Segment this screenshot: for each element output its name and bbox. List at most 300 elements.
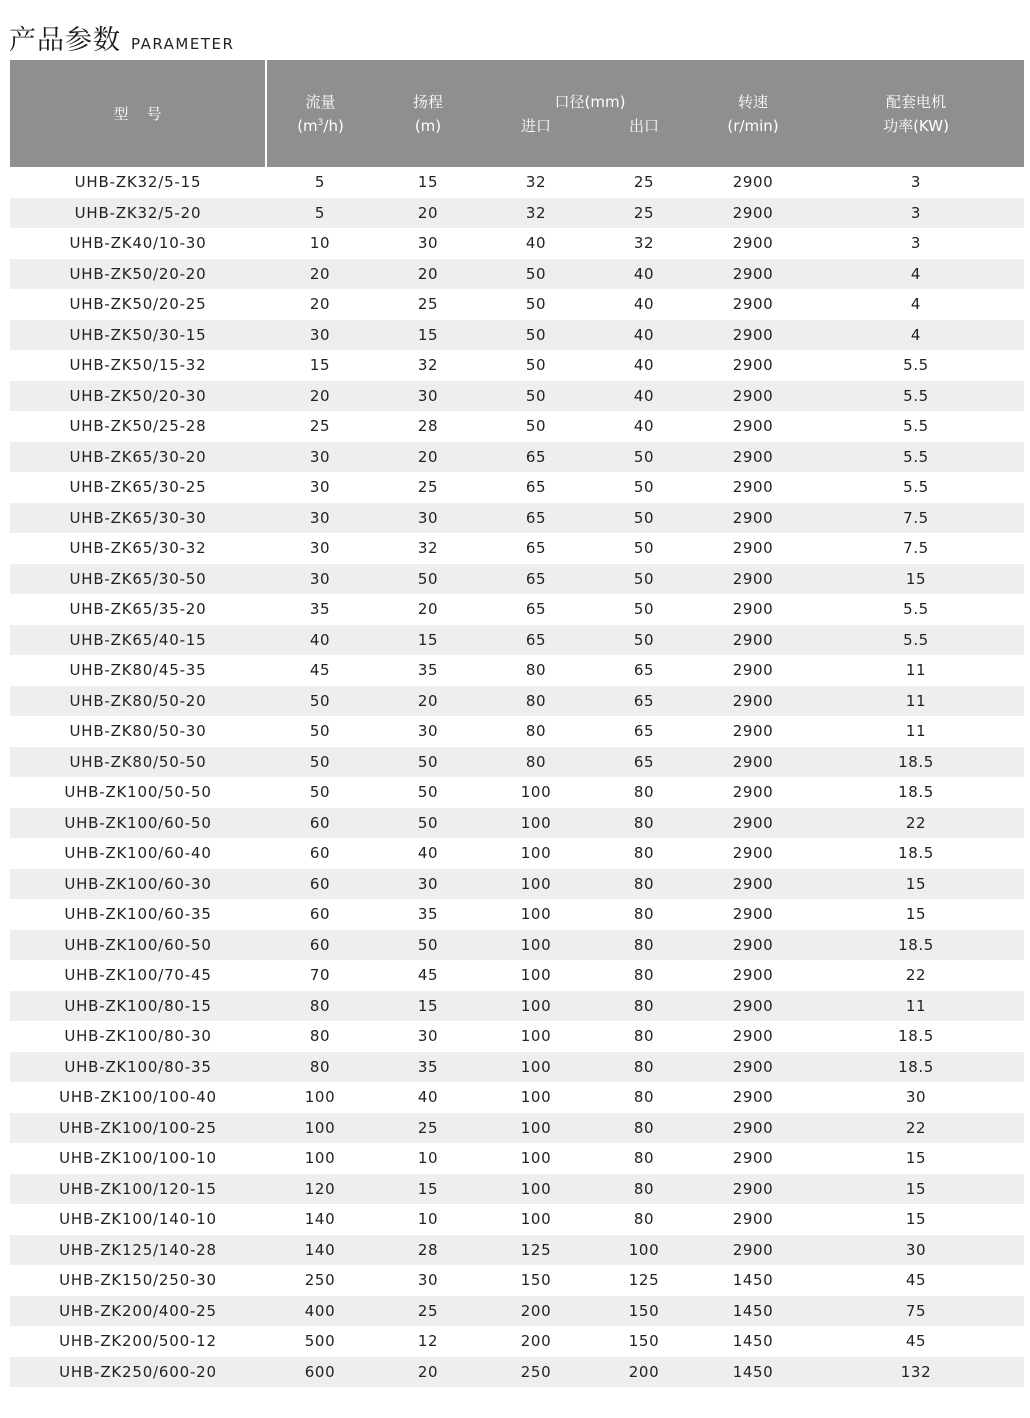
table-row [10, 777, 1024, 808]
cell-head: 45 [417, 966, 439, 985]
cell-speed: 2900 [732, 173, 774, 192]
table-row [10, 1113, 1024, 1144]
cell-flow: 400 [266, 1296, 374, 1327]
cell-model: UHB-ZK100/120-15 [10, 1174, 266, 1205]
cell-power: 15 [808, 869, 1024, 900]
table-row [10, 1204, 1024, 1235]
cell-outlet: 80 [633, 783, 655, 802]
cell-model: UHB-ZK80/45-35 [69, 661, 207, 680]
cell-head: 15 [374, 625, 482, 656]
cell-flow: 20 [309, 295, 331, 314]
cell-power: 18.5 [808, 930, 1024, 961]
cell-inlet: 100 [482, 991, 590, 1022]
cell-model: UHB-ZK40/10-30 [69, 234, 207, 253]
cell-outlet: 125 [628, 1271, 660, 1290]
cell-flow: 600 [266, 1357, 374, 1388]
cell-head: 20 [374, 198, 482, 229]
cell-inlet: 100 [482, 930, 590, 961]
cell-inlet: 200 [482, 1296, 590, 1327]
cell-model: UHB-ZK32/5-20 [10, 198, 266, 229]
cell-outlet: 65 [633, 722, 655, 741]
cell-flow: 100 [266, 1113, 374, 1144]
table-row [10, 1357, 1024, 1388]
cell-model: UHB-ZK80/50-30 [69, 722, 207, 741]
cell-head: 20 [374, 259, 482, 290]
cell-flow: 50 [266, 747, 374, 778]
table-row [10, 1235, 1024, 1266]
cell-head: 32 [417, 356, 439, 375]
cell-inlet: 65 [482, 625, 590, 656]
cell-outlet: 200 [590, 1357, 698, 1388]
cell-power: 18.5 [898, 1027, 934, 1046]
cell-model: UHB-ZK80/50-50 [10, 747, 266, 778]
cell-model: UHB-ZK150/250-30 [59, 1271, 217, 1290]
cell-power: 30 [905, 1088, 927, 1107]
cell-inlet: 100 [520, 844, 552, 863]
header-speed-unit: (r/min) [727, 116, 779, 135]
cell-power: 18.5 [898, 844, 934, 863]
table-row [10, 259, 1024, 290]
cell-power: 18.5 [808, 747, 1024, 778]
cell-speed: 2900 [698, 442, 808, 473]
cell-inlet: 100 [520, 1027, 552, 1046]
cell-speed: 2900 [732, 905, 774, 924]
table-row [10, 198, 1024, 229]
cell-power: 11 [808, 686, 1024, 717]
cell-power: 18.5 [808, 1052, 1024, 1083]
cell-power: 45 [905, 1332, 927, 1351]
cell-outlet: 150 [590, 1296, 698, 1327]
cell-head: 35 [417, 661, 439, 680]
cell-flow: 140 [304, 1210, 336, 1229]
cell-outlet: 80 [633, 844, 655, 863]
cell-head: 30 [374, 381, 482, 412]
cell-model: UHB-ZK32/5-15 [74, 173, 202, 192]
header-model: 型号 [10, 60, 266, 167]
cell-model: UHB-ZK100/70-45 [64, 966, 212, 985]
cell-inlet: 100 [482, 869, 590, 900]
cell-outlet: 80 [590, 869, 698, 900]
cell-flow: 250 [304, 1271, 336, 1290]
cell-power: 3 [808, 198, 1024, 229]
cell-outlet: 80 [633, 905, 655, 924]
cell-model: UHB-ZK50/20-30 [10, 381, 266, 412]
cell-flow: 80 [309, 1027, 331, 1046]
cell-outlet: 80 [590, 1174, 698, 1205]
cell-outlet: 50 [590, 442, 698, 473]
cell-speed: 2900 [732, 966, 774, 985]
cell-flow: 60 [266, 808, 374, 839]
table-row [10, 564, 1024, 595]
cell-model: UHB-ZK200/500-12 [59, 1332, 217, 1351]
cell-speed: 2900 [698, 686, 808, 717]
table-row [10, 960, 1024, 991]
table-row [10, 533, 1024, 564]
header-port: 口径(mm) [482, 60, 698, 114]
cell-flow: 50 [309, 722, 331, 741]
cell-power: 15 [808, 564, 1024, 595]
cell-inlet: 100 [520, 966, 552, 985]
header-power-label: 配套电机 [885, 92, 946, 111]
cell-power: 15 [905, 1149, 927, 1168]
table-row [10, 686, 1024, 717]
cell-speed: 2900 [698, 991, 808, 1022]
cell-model: UHB-ZK125/140-28 [10, 1235, 266, 1266]
table-row [10, 1174, 1024, 1205]
table-row [10, 899, 1024, 930]
cell-outlet: 80 [590, 1052, 698, 1083]
cell-model: UHB-ZK100/60-30 [10, 869, 266, 900]
cell-power: 3 [910, 234, 922, 253]
header-head [374, 60, 482, 167]
cell-inlet: 65 [482, 442, 590, 473]
cell-flow: 60 [266, 869, 374, 900]
cell-outlet: 80 [633, 1149, 655, 1168]
cell-model: UHB-ZK65/30-20 [10, 442, 266, 473]
header-flow-unit [267, 114, 374, 138]
cell-speed: 2900 [698, 930, 808, 961]
cell-flow: 20 [266, 259, 374, 290]
cell-head: 50 [374, 747, 482, 778]
table-row [10, 1021, 1024, 1052]
cell-speed: 2900 [698, 747, 808, 778]
cell-power: 15 [905, 905, 927, 924]
cell-flow: 50 [266, 686, 374, 717]
table-row [10, 594, 1024, 625]
cell-flow: 25 [309, 417, 331, 436]
cell-inlet: 50 [525, 417, 547, 436]
cell-inlet: 65 [482, 564, 590, 595]
table-row [10, 381, 1024, 412]
cell-outlet: 80 [633, 1027, 655, 1046]
cell-outlet: 65 [590, 686, 698, 717]
cell-outlet: 25 [633, 173, 655, 192]
cell-head: 20 [374, 1357, 482, 1388]
cell-head: 40 [417, 1088, 439, 1107]
cell-outlet: 100 [590, 1235, 698, 1266]
cell-speed: 2900 [698, 259, 808, 290]
cell-speed: 2900 [732, 295, 774, 314]
cell-head: 50 [374, 564, 482, 595]
cell-speed: 2900 [698, 808, 808, 839]
cell-outlet: 40 [633, 417, 655, 436]
cell-flow: 30 [266, 320, 374, 351]
cell-speed: 2900 [698, 1052, 808, 1083]
cell-model: UHB-ZK100/50-50 [64, 783, 212, 802]
cell-inlet: 100 [520, 905, 552, 924]
cell-power: 22 [808, 808, 1024, 839]
cell-speed: 2900 [732, 478, 774, 497]
cell-model: UHB-ZK50/25-28 [69, 417, 207, 436]
cell-model: UHB-ZK100/80-35 [10, 1052, 266, 1083]
cell-speed: 2900 [698, 564, 808, 595]
header-head-label: 扬程 [412, 92, 443, 111]
cell-speed: 2900 [698, 198, 808, 229]
cell-head: 10 [417, 1149, 439, 1168]
cell-power: 11 [905, 722, 927, 741]
header-outlet: 出口 [590, 114, 698, 167]
cell-speed: 1450 [698, 1296, 808, 1327]
table-row [10, 838, 1024, 869]
cell-inlet: 32 [482, 198, 590, 229]
cell-speed: 2900 [698, 1174, 808, 1205]
table-row [10, 442, 1024, 473]
cell-head: 35 [417, 905, 439, 924]
header-inlet: 进口 [482, 114, 590, 167]
cell-inlet: 125 [482, 1235, 590, 1266]
header-head-unit: (m) [414, 116, 442, 135]
cell-model: UHB-ZK100/100-25 [10, 1113, 266, 1144]
cell-flow: 30 [309, 478, 331, 497]
cell-head: 12 [417, 1332, 439, 1351]
cell-power: 5.5 [808, 625, 1024, 656]
cell-outlet: 80 [633, 966, 655, 985]
cell-flow: 60 [309, 905, 331, 924]
table-row [10, 1082, 1024, 1113]
table-row [10, 1052, 1024, 1083]
cell-outlet: 50 [633, 478, 655, 497]
cell-power: 5.5 [808, 381, 1024, 412]
table-row [10, 716, 1024, 747]
cell-head: 50 [417, 783, 439, 802]
cell-model: UHB-ZK100/80-30 [64, 1027, 212, 1046]
cell-inlet: 100 [520, 1210, 552, 1229]
header-flow [266, 60, 374, 167]
cell-outlet: 65 [633, 661, 655, 680]
table-row [10, 991, 1024, 1022]
cell-flow: 5 [266, 198, 374, 229]
cell-speed: 2900 [698, 1235, 808, 1266]
cell-speed: 2900 [698, 869, 808, 900]
table-row [10, 1326, 1024, 1357]
cell-flow: 500 [304, 1332, 336, 1351]
cell-speed: 2900 [698, 1113, 808, 1144]
flow-unit-prefix: (m [297, 116, 318, 135]
title-english: PARAMETER [131, 35, 235, 53]
cell-head: 20 [374, 686, 482, 717]
cell-power: 30 [808, 1235, 1024, 1266]
cell-speed: 2900 [732, 600, 774, 619]
cell-outlet: 50 [590, 503, 698, 534]
cell-head: 30 [374, 869, 482, 900]
flow-unit-suffix: /h) [323, 116, 344, 135]
cell-head: 25 [374, 1296, 482, 1327]
cell-inlet: 65 [482, 503, 590, 534]
cell-power: 18.5 [898, 783, 934, 802]
table-row [10, 1296, 1024, 1327]
cell-speed: 2900 [732, 722, 774, 741]
cell-speed: 1450 [732, 1332, 774, 1351]
cell-model: UHB-ZK100/60-35 [64, 905, 212, 924]
cell-speed: 2900 [698, 381, 808, 412]
cell-outlet: 50 [590, 625, 698, 656]
cell-flow: 35 [309, 600, 331, 619]
table-row [10, 1143, 1024, 1174]
cell-outlet: 40 [633, 356, 655, 375]
table-row [10, 747, 1024, 778]
cell-speed: 2900 [732, 1149, 774, 1168]
cell-speed: 2900 [732, 539, 774, 558]
cell-inlet: 100 [520, 1149, 552, 1168]
cell-power: 7.5 [808, 503, 1024, 534]
cell-flow: 30 [309, 539, 331, 558]
cell-inlet: 50 [482, 320, 590, 351]
cell-speed: 2900 [732, 661, 774, 680]
cell-model: UHB-ZK50/20-20 [10, 259, 266, 290]
cell-flow: 60 [309, 844, 331, 863]
cell-inlet: 80 [525, 661, 547, 680]
table-row [10, 503, 1024, 534]
table-row [10, 320, 1024, 351]
cell-flow: 140 [266, 1235, 374, 1266]
cell-head: 30 [417, 1027, 439, 1046]
cell-power: 4 [910, 295, 922, 314]
cell-power: 5.5 [903, 600, 929, 619]
header-power-unit: 功率(KW) [883, 116, 949, 135]
cell-speed: 2900 [732, 1210, 774, 1229]
cell-flow: 20 [266, 381, 374, 412]
cell-flow: 5 [314, 173, 326, 192]
cell-inlet: 50 [482, 381, 590, 412]
cell-power: 15 [905, 1210, 927, 1229]
cell-inlet: 150 [520, 1271, 552, 1290]
cell-flow: 80 [266, 991, 374, 1022]
cell-model: UHB-ZK100/80-15 [10, 991, 266, 1022]
header-speed-label: 转速 [737, 92, 768, 111]
cell-outlet: 65 [590, 747, 698, 778]
cell-outlet: 50 [590, 564, 698, 595]
cell-speed: 2900 [732, 1088, 774, 1107]
cell-power: 5.5 [903, 478, 929, 497]
cell-outlet: 80 [590, 808, 698, 839]
cell-speed: 2900 [732, 356, 774, 375]
cell-model: UHB-ZK100/60-50 [10, 808, 266, 839]
table-row [10, 655, 1024, 686]
cell-flow: 80 [266, 1052, 374, 1083]
cell-flow: 50 [309, 783, 331, 802]
table-header [10, 60, 1024, 167]
cell-power: 132 [808, 1357, 1024, 1388]
cell-flow: 70 [309, 966, 331, 985]
parameter-table [10, 60, 1024, 1387]
cell-inlet: 80 [482, 747, 590, 778]
cell-flow: 30 [266, 503, 374, 534]
cell-inlet: 100 [482, 808, 590, 839]
cell-model: UHB-ZK200/400-25 [10, 1296, 266, 1327]
cell-outlet: 150 [628, 1332, 660, 1351]
cell-speed: 1450 [732, 1271, 774, 1290]
cell-power: 22 [808, 1113, 1024, 1144]
cell-power: 11 [905, 661, 927, 680]
cell-head: 50 [374, 808, 482, 839]
cell-inlet: 100 [482, 1113, 590, 1144]
table-row [10, 472, 1024, 503]
cell-head: 15 [374, 1174, 482, 1205]
cell-outlet: 40 [590, 320, 698, 351]
cell-inlet: 32 [525, 173, 547, 192]
cell-power: 7.5 [903, 539, 929, 558]
cell-power: 22 [905, 966, 927, 985]
table-row [10, 167, 1024, 198]
cell-power: 4 [808, 320, 1024, 351]
cell-inlet: 50 [525, 356, 547, 375]
cell-head: 50 [374, 930, 482, 961]
cell-inlet: 50 [525, 295, 547, 314]
cell-head: 28 [374, 1235, 482, 1266]
cell-model: UHB-ZK100/140-10 [59, 1210, 217, 1229]
title-chinese: 产品参数 [9, 25, 121, 56]
cell-power: 45 [905, 1271, 927, 1290]
cell-inlet: 65 [525, 539, 547, 558]
cell-model: UHB-ZK50/15-32 [69, 356, 207, 375]
cell-head: 25 [374, 1113, 482, 1144]
cell-model: UHB-ZK100/60-40 [64, 844, 212, 863]
cell-head: 15 [374, 320, 482, 351]
page-title [9, 18, 234, 54]
cell-head: 30 [417, 1271, 439, 1290]
cell-head: 40 [417, 844, 439, 863]
table-row [10, 228, 1024, 259]
cell-speed: 1450 [698, 1357, 808, 1388]
cell-outlet: 80 [590, 1113, 698, 1144]
cell-model: UHB-ZK250/600-20 [10, 1357, 266, 1388]
cell-speed: 2900 [698, 503, 808, 534]
cell-outlet: 25 [590, 198, 698, 229]
cell-head: 30 [417, 234, 439, 253]
cell-power: 75 [808, 1296, 1024, 1327]
cell-inlet: 80 [525, 722, 547, 741]
cell-head: 15 [417, 173, 439, 192]
cell-flow: 10 [309, 234, 331, 253]
cell-power: 4 [808, 259, 1024, 290]
cell-inlet: 250 [482, 1357, 590, 1388]
cell-outlet: 40 [590, 381, 698, 412]
table-row [10, 1265, 1024, 1296]
cell-flow: 60 [266, 930, 374, 961]
cell-speed: 2900 [732, 844, 774, 863]
cell-head: 10 [417, 1210, 439, 1229]
cell-speed: 2900 [732, 783, 774, 802]
cell-model: UHB-ZK65/30-50 [10, 564, 266, 595]
cell-model: UHB-ZK80/50-20 [10, 686, 266, 717]
cell-head: 15 [374, 991, 482, 1022]
cell-flow: 40 [266, 625, 374, 656]
flow-unit-superscript: 3 [317, 117, 324, 128]
cell-speed: 2900 [732, 1027, 774, 1046]
cell-outlet: 50 [633, 539, 655, 558]
cell-speed: 2900 [732, 234, 774, 253]
table-row [10, 808, 1024, 839]
cell-power: 15 [808, 1174, 1024, 1205]
cell-speed: 2900 [698, 320, 808, 351]
cell-flow: 30 [266, 564, 374, 595]
cell-model: UHB-ZK65/30-32 [69, 539, 207, 558]
cell-speed: 2900 [698, 625, 808, 656]
cell-head: 30 [417, 722, 439, 741]
cell-outlet: 80 [590, 930, 698, 961]
cell-model: UHB-ZK100/60-50 [10, 930, 266, 961]
cell-flow: 45 [309, 661, 331, 680]
header-speed [698, 60, 808, 167]
cell-power: 5.5 [903, 356, 929, 375]
cell-flow: 120 [266, 1174, 374, 1205]
cell-head: 25 [417, 295, 439, 314]
cell-inlet: 200 [520, 1332, 552, 1351]
cell-model: UHB-ZK65/30-30 [10, 503, 266, 534]
cell-inlet: 50 [482, 259, 590, 290]
cell-outlet: 40 [633, 295, 655, 314]
cell-head: 28 [417, 417, 439, 436]
